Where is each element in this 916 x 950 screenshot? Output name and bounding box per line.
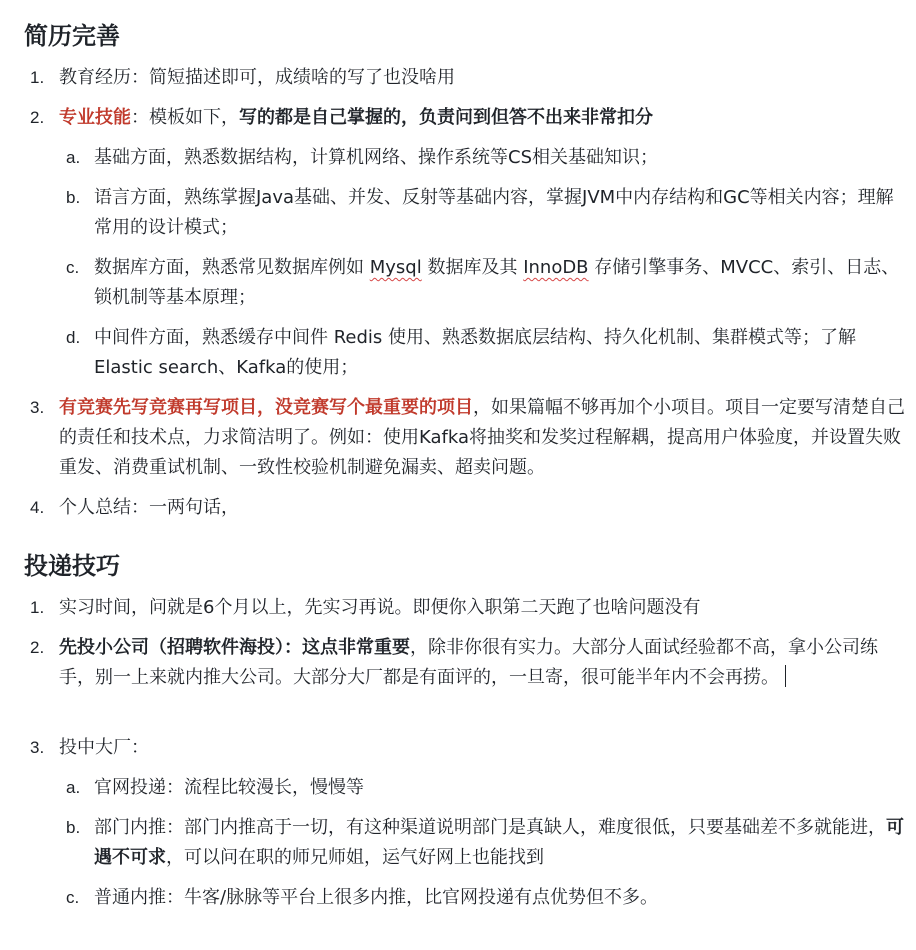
item-text: 官网投递：流程比较漫长，慢慢等 (94, 777, 364, 798)
list-marker: c. (66, 258, 80, 277)
list-item (30, 63, 910, 93)
item-text: 中间件方面，熟悉缓存中间件 Redis 使用、熟悉数据底层结构、持久化机制、集群模式等；了解Elastic search、Kafka的使用； (94, 327, 857, 378)
list-marker: 2. (30, 638, 45, 657)
list-marker: a. (66, 778, 81, 797)
list-marker: b. (66, 188, 81, 207)
list-marker: a. (66, 148, 81, 167)
bold-text: 先投小公司（招聘软件海投）：这点非常重要 (59, 637, 410, 658)
item-text: 实习时间，问就是6个月以上，先实习再说。即便你入职第二天跑了也啥问题没有 (59, 597, 701, 618)
item-text: 语言方面，熟练掌握Java基础、并发、反射等基础内容，掌握JVM中内存结构和GC等相关内容；理解常用的设计模式； (94, 187, 894, 238)
list-marker: c. (66, 888, 80, 907)
item-text: 普通内推：牛客/脉脉等平台上很多内推，比官网投递有点优势但不多。 (94, 887, 659, 908)
list-item (66, 143, 910, 173)
list-item (30, 493, 910, 523)
list-marker: d. (66, 328, 81, 347)
list-marker: b. (66, 818, 81, 837)
item-text: ，可以问在职的师兄师姐，运气好网上也能找到 (166, 847, 544, 868)
item-text: 投中大厂： (59, 737, 149, 758)
text-cursor (785, 665, 786, 687)
list-item (30, 633, 910, 693)
list-item (30, 393, 910, 483)
item-text: 数据库方面，熟悉常见数据库例如 (94, 257, 370, 278)
item-text: 存储引擎事务、MVCC、索引、日志、锁机制等基本原理； (94, 257, 900, 308)
item-text: 部门内推：部门内推高于一切，有这种渠道说明部门是真缺人，难度很低，只要基础差不多就能进， (94, 817, 886, 838)
list-marker: 3. (30, 738, 45, 757)
list-item (66, 813, 910, 873)
item-text: 基础方面，熟悉数据结构，计算机网络、操作系统等CS相关基础知识； (94, 147, 658, 168)
list-item (30, 733, 910, 763)
item-text: ：模板如下， (131, 107, 239, 128)
section-title-resume: 简历完善 (24, 22, 120, 50)
highlight-text: 专业技能 (59, 107, 131, 128)
list-marker: 3. (30, 398, 45, 417)
bold-text: 写的都是自己掌握的，负责问到但答不出来非常扣分 (239, 107, 653, 128)
list-item (66, 883, 910, 913)
item-text: ，除非你很有实力。大部分人面试经验都不高，拿小公司练手，别一上来就内推大公司。大部分大厂都是有面评的，一旦寄，很可能半年内不会再捞。 (59, 637, 878, 688)
list-marker: 4. (30, 498, 45, 517)
list-item (30, 103, 910, 133)
spellcheck-term: InnoDB (523, 257, 589, 278)
section-title-delivery: 投递技巧 (24, 552, 120, 580)
item-text: ，如果篇幅不够再加个小项目。项目一定要写清楚自己的责任和技术点，力求简洁明了。例如：使用Kafka将抽奖和发奖过程解耦，提高用户体验度，并设置失败重发、消费重试机制、一致性校验机制避免漏卖、超卖问题。 (59, 397, 905, 478)
item-text: 数据库及其 (421, 257, 524, 278)
item-text: 教育经历：简短描述即可，成绩啥的写了也没啥用 (59, 67, 455, 88)
list-marker: 2. (30, 108, 45, 127)
highlight-text: 有竞赛先写竞赛再写项目，没竞赛写个最重要的项目 (59, 397, 473, 418)
list-item (66, 183, 910, 243)
bold-text: 可遇不可求 (94, 817, 904, 868)
list-item (30, 593, 910, 623)
item-text: 个人总结：一两句话， (59, 497, 239, 518)
list-item (66, 323, 910, 383)
spellcheck-term: Mysql (369, 257, 422, 278)
list-marker: 1. (30, 598, 45, 617)
list-marker: 1. (30, 68, 45, 87)
list-item (66, 253, 910, 313)
list-item (66, 773, 910, 803)
